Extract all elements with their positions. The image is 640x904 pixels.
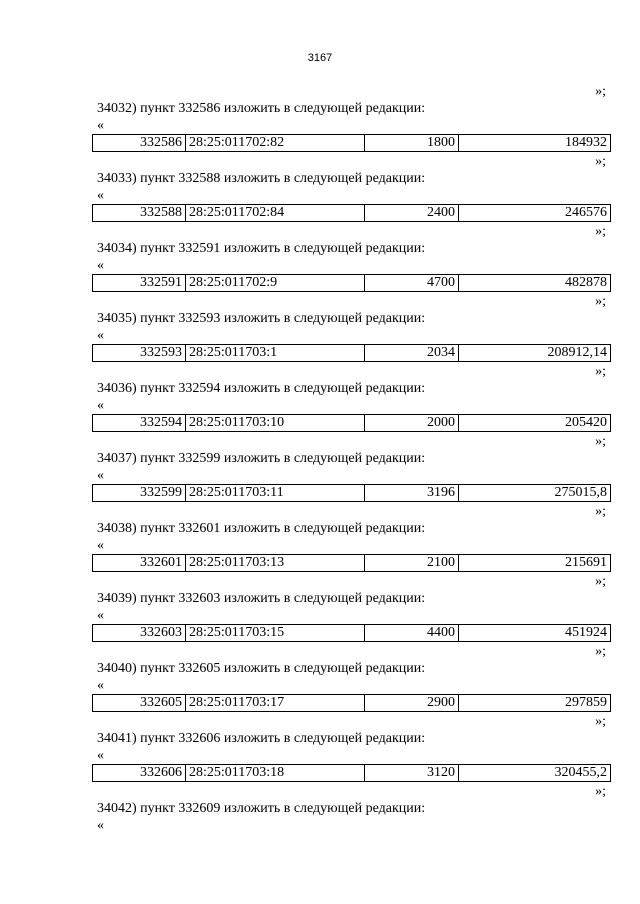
- value-cell: 205420: [459, 415, 611, 432]
- cadastral-number-cell: 28:25:011703:1: [186, 345, 365, 362]
- amendment-instruction: 34039) пункт 332603 изложить в следующей редакции:: [97, 591, 426, 606]
- amendment-block: [0, 224, 640, 294]
- table-row: [93, 415, 611, 432]
- amendment-block: [0, 574, 640, 644]
- item-number-cell: 332603: [93, 625, 186, 642]
- area-cell: 2400: [365, 205, 459, 222]
- opening-quote: «: [97, 678, 104, 693]
- item-number-cell: 332599: [93, 485, 186, 502]
- cadastral-number-cell: 28:25:011703:11: [186, 485, 365, 502]
- record-table: [92, 134, 611, 152]
- area-cell: 3196: [365, 485, 459, 502]
- amendment-block: [0, 154, 640, 224]
- table-row: [93, 555, 611, 572]
- amendment-instruction: 34041) пункт 332606 изложить в следующей редакции:: [97, 731, 426, 746]
- record-table: [92, 764, 611, 782]
- amendment-block: [0, 504, 640, 574]
- opening-quote: «: [97, 398, 104, 413]
- closing-quote: »;: [595, 714, 606, 729]
- area-cell: 2100: [365, 555, 459, 572]
- amendment-block: [0, 294, 640, 364]
- closing-quote: »;: [595, 644, 606, 659]
- item-number-cell: 332606: [93, 765, 186, 782]
- amendment-block: [0, 364, 640, 434]
- table-row: [93, 135, 611, 152]
- opening-quote: «: [97, 748, 104, 763]
- amendment-block: [0, 644, 640, 714]
- amendment-block: [0, 84, 640, 154]
- record-table: [92, 694, 611, 712]
- record-table: [92, 204, 611, 222]
- area-cell: 2900: [365, 695, 459, 712]
- amendment-instruction: 34036) пункт 332594 изложить в следующей редакции:: [97, 381, 426, 396]
- amendment-block: [0, 714, 640, 784]
- item-number-cell: 332586: [93, 135, 186, 152]
- amendment-instruction: 34040) пункт 332605 изложить в следующей редакции:: [97, 661, 426, 676]
- area-cell: 4400: [365, 625, 459, 642]
- value-cell: 451924: [459, 625, 611, 642]
- closing-quote: »;: [595, 784, 606, 799]
- amendment-instruction: 34032) пункт 332586 изложить в следующей редакции:: [97, 101, 426, 116]
- area-cell: 1800: [365, 135, 459, 152]
- amendment-instruction: 34033) пункт 332588 изложить в следующей редакции:: [97, 171, 426, 186]
- record-table: [92, 484, 611, 502]
- item-number-cell: 332605: [93, 695, 186, 712]
- record-table: [92, 274, 611, 292]
- table-row: [93, 695, 611, 712]
- opening-quote: «: [97, 468, 104, 483]
- opening-quote: «: [97, 258, 104, 273]
- table-row: [93, 765, 611, 782]
- amendment-block: [0, 434, 640, 504]
- document-body: [0, 84, 640, 844]
- value-cell: 275015,8: [459, 485, 611, 502]
- cadastral-number-cell: 28:25:011702:84: [186, 205, 365, 222]
- cadastral-number-cell: 28:25:011703:18: [186, 765, 365, 782]
- closing-quote: »;: [595, 224, 606, 239]
- amendment-block: [0, 784, 640, 844]
- amendment-instruction: 34037) пункт 332599 изложить в следующей редакции:: [97, 451, 426, 466]
- cadastral-number-cell: 28:25:011703:13: [186, 555, 365, 572]
- opening-quote: «: [97, 818, 104, 833]
- area-cell: 2034: [365, 345, 459, 362]
- opening-quote: «: [97, 328, 104, 343]
- amendment-instruction: 34042) пункт 332609 изложить в следующей редакции:: [97, 801, 426, 816]
- table-row: [93, 625, 611, 642]
- page-number: 3167: [307, 52, 333, 64]
- area-cell: 2000: [365, 415, 459, 432]
- cadastral-number-cell: 28:25:011702:9: [186, 275, 365, 292]
- amendment-instruction: 34035) пункт 332593 изложить в следующей редакции:: [97, 311, 426, 326]
- amendment-instruction: 34034) пункт 332591 изложить в следующей редакции:: [97, 241, 426, 256]
- closing-quote: »;: [595, 294, 606, 309]
- closing-quote: »;: [595, 574, 606, 589]
- record-table: [92, 344, 611, 362]
- closing-quote: »;: [595, 364, 606, 379]
- area-cell: 3120: [365, 765, 459, 782]
- record-table: [92, 414, 611, 432]
- value-cell: 320455,2: [459, 765, 611, 782]
- opening-quote: «: [97, 188, 104, 203]
- area-cell: 4700: [365, 275, 459, 292]
- opening-quote: «: [97, 608, 104, 623]
- cadastral-number-cell: 28:25:011703:15: [186, 625, 365, 642]
- table-row: [93, 275, 611, 292]
- record-table: [92, 554, 611, 572]
- table-row: [93, 345, 611, 362]
- item-number-cell: 332591: [93, 275, 186, 292]
- table-row: [93, 485, 611, 502]
- cadastral-number-cell: 28:25:011702:82: [186, 135, 365, 152]
- record-table: [92, 624, 611, 642]
- opening-quote: «: [97, 118, 104, 133]
- value-cell: 297859: [459, 695, 611, 712]
- amendment-instruction: 34038) пункт 332601 изложить в следующей редакции:: [97, 521, 426, 536]
- item-number-cell: 332593: [93, 345, 186, 362]
- table-row: [93, 205, 611, 222]
- opening-quote: «: [97, 538, 104, 553]
- closing-quote: »;: [595, 504, 606, 519]
- item-number-cell: 332601: [93, 555, 186, 572]
- value-cell: 215691: [459, 555, 611, 572]
- cadastral-number-cell: 28:25:011703:10: [186, 415, 365, 432]
- value-cell: 482878: [459, 275, 611, 292]
- closing-quote: »;: [595, 84, 606, 99]
- value-cell: 184932: [459, 135, 611, 152]
- item-number-cell: 332594: [93, 415, 186, 432]
- closing-quote: »;: [595, 154, 606, 169]
- item-number-cell: 332588: [93, 205, 186, 222]
- closing-quote: »;: [595, 434, 606, 449]
- value-cell: 246576: [459, 205, 611, 222]
- cadastral-number-cell: 28:25:011703:17: [186, 695, 365, 712]
- value-cell: 208912,14: [459, 345, 611, 362]
